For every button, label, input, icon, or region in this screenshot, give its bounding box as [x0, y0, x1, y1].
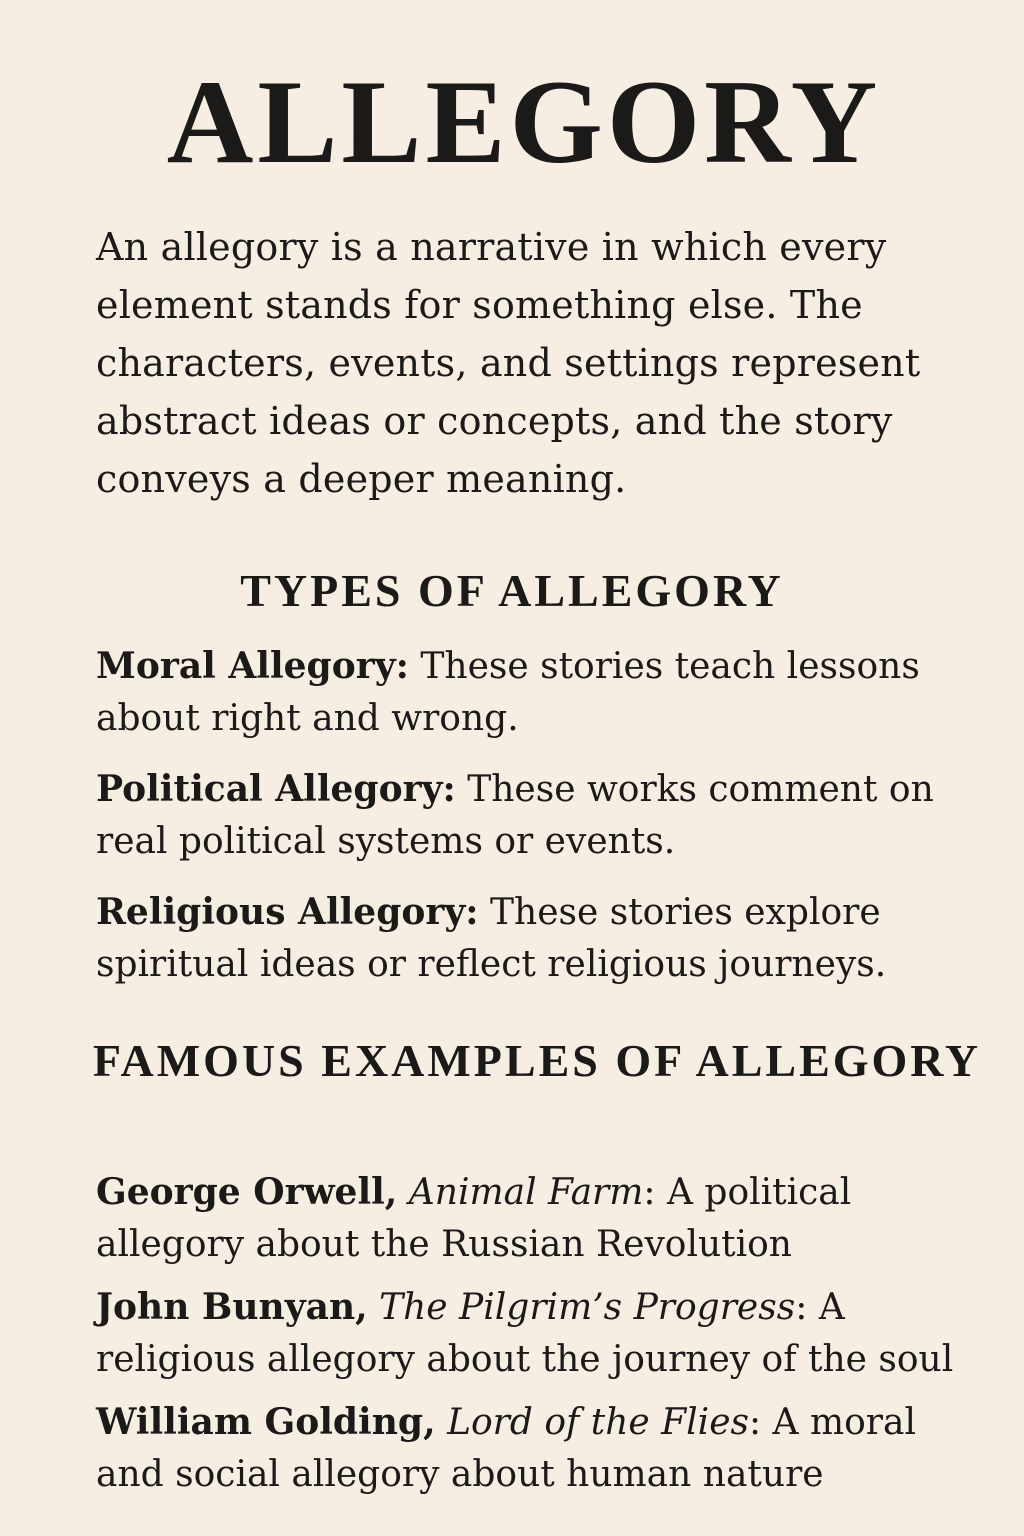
examples-heading: FAMOUS EXAMPLES OF ALLEGORY	[92, 1035, 982, 1086]
example-work-title: Animal Farm	[408, 1172, 644, 1213]
example-item-bunyan	[96, 1281, 954, 1386]
type-item-political	[96, 763, 954, 868]
types-heading: TYPES OF ALLEGORY	[240, 565, 784, 616]
example-work-title: Lord of the Flies	[447, 1402, 749, 1443]
type-item-moral	[96, 640, 954, 745]
example-item-golding	[96, 1396, 954, 1501]
types-list	[96, 640, 954, 1009]
type-term: Moral Allegory:	[96, 645, 409, 687]
example-author: John Bunyan,	[96, 1286, 368, 1328]
examples-list	[96, 1166, 954, 1511]
example-author: William Golding,	[96, 1401, 436, 1443]
example-description: : A moral and social allegory about human nature	[96, 1402, 916, 1495]
type-description: These stories explore spiritual ideas or reflect religious journeys.	[96, 892, 887, 985]
example-work-title: The Pilgrim’s Progress	[379, 1287, 796, 1328]
page-title: ALLEGORY	[166, 55, 882, 188]
definition-paragraph: An allegory is a narrative in which every element stands for something else. The characters, events, and settings represent abstract ideas or concepts, and the story conveys a deeper meaning.	[96, 225, 921, 501]
type-description: These stories teach lessons about right and wrong.	[96, 646, 920, 739]
example-description: : A political allegory about the Russian Revolution	[96, 1172, 852, 1265]
type-term: Political Allegory:	[96, 768, 456, 810]
example-description: : A religious allegory about the journey of the soul	[96, 1287, 954, 1380]
type-description: These works comment on real political systems or events.	[96, 769, 934, 862]
example-item-orwell	[96, 1166, 954, 1271]
type-item-religious	[96, 886, 954, 991]
type-term: Religious Allegory:	[96, 891, 479, 933]
example-author: George Orwell,	[96, 1171, 398, 1213]
